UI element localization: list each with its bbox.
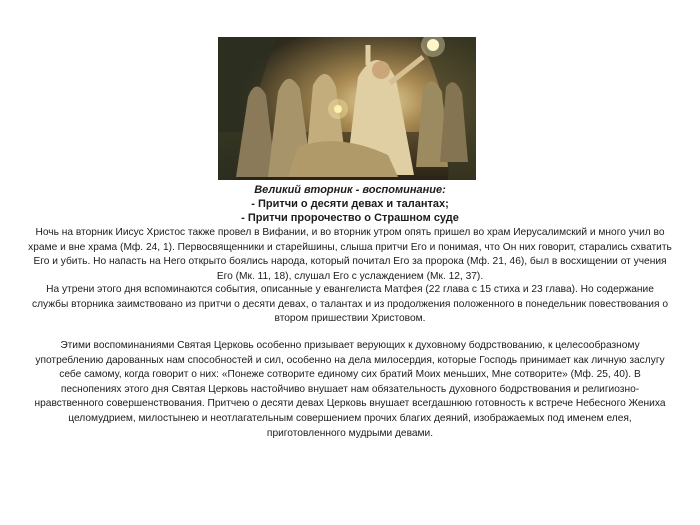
heading-parable-virgins-talents: - Притчи о десяти девах и талантах;	[251, 198, 449, 210]
paragraph-matins: На утрени этого дня вспоминаются события, описанные у евангелиста Матфея (22 глава с 15 стиха и 23 глава). Но содержание службы вторника заимствовано из притчи о десяти девах, о талантах и из продолжения положенного в понедельник повествования о втором пришествии Христовом.	[32, 284, 668, 325]
heading-title: Великий вторник - воспоминание:	[254, 184, 446, 196]
painting-image	[218, 37, 476, 180]
parable-ten-virgins-painting	[218, 37, 476, 180]
paragraph-vigilance: Этими воспоминаниями Святая Церковь особенно призывает верующих к духовному бодрствованию, к целесообразному употреблению дарованных нам способностей и сил, особенно на дела милосердия, которые Господь принимает как личную заслугу себе самому, когда говорит о них: «Понеже сотворите единому сих братий Моих меньших, Мне сотворите» (Мф. 25, 40). В песнопениях этого дня Святая Церковь настойчиво внушает нам обязательность духовного бодрствования и религиозно-нравственного совершенствования. Притчею о десяти девах Церковь внушает всегдашнюю готовность к встрече Небесного Жениха целомудрием, милостынею и неотлагательным совершением прочих благих деяний, изображаемых под именем елея, приготовленного мудрыми девами.	[34, 340, 666, 439]
paragraph-tuesday-night: Ночь на вторник Иисус Христос также провел в Вифании, и во вторник утром опять пришел во храм Иерусалимский и много учил во храме и вне храма (Мф. 24, 1). Первосвященники и старейшины, слыша притчи Его и понимая, что Он них говорит, старались схватить Его и убить. Но напасть на Него открыто боялись народа, который почитал Его за пророка (Мф. 21, 46), был в восхищении от учения Его (Мк. 11, 18), слушал Его с услаждением (Мк. 12, 37).	[28, 227, 672, 282]
heading-parable-last-judgment: - Притчи пророчество о Страшном суде	[241, 212, 459, 224]
